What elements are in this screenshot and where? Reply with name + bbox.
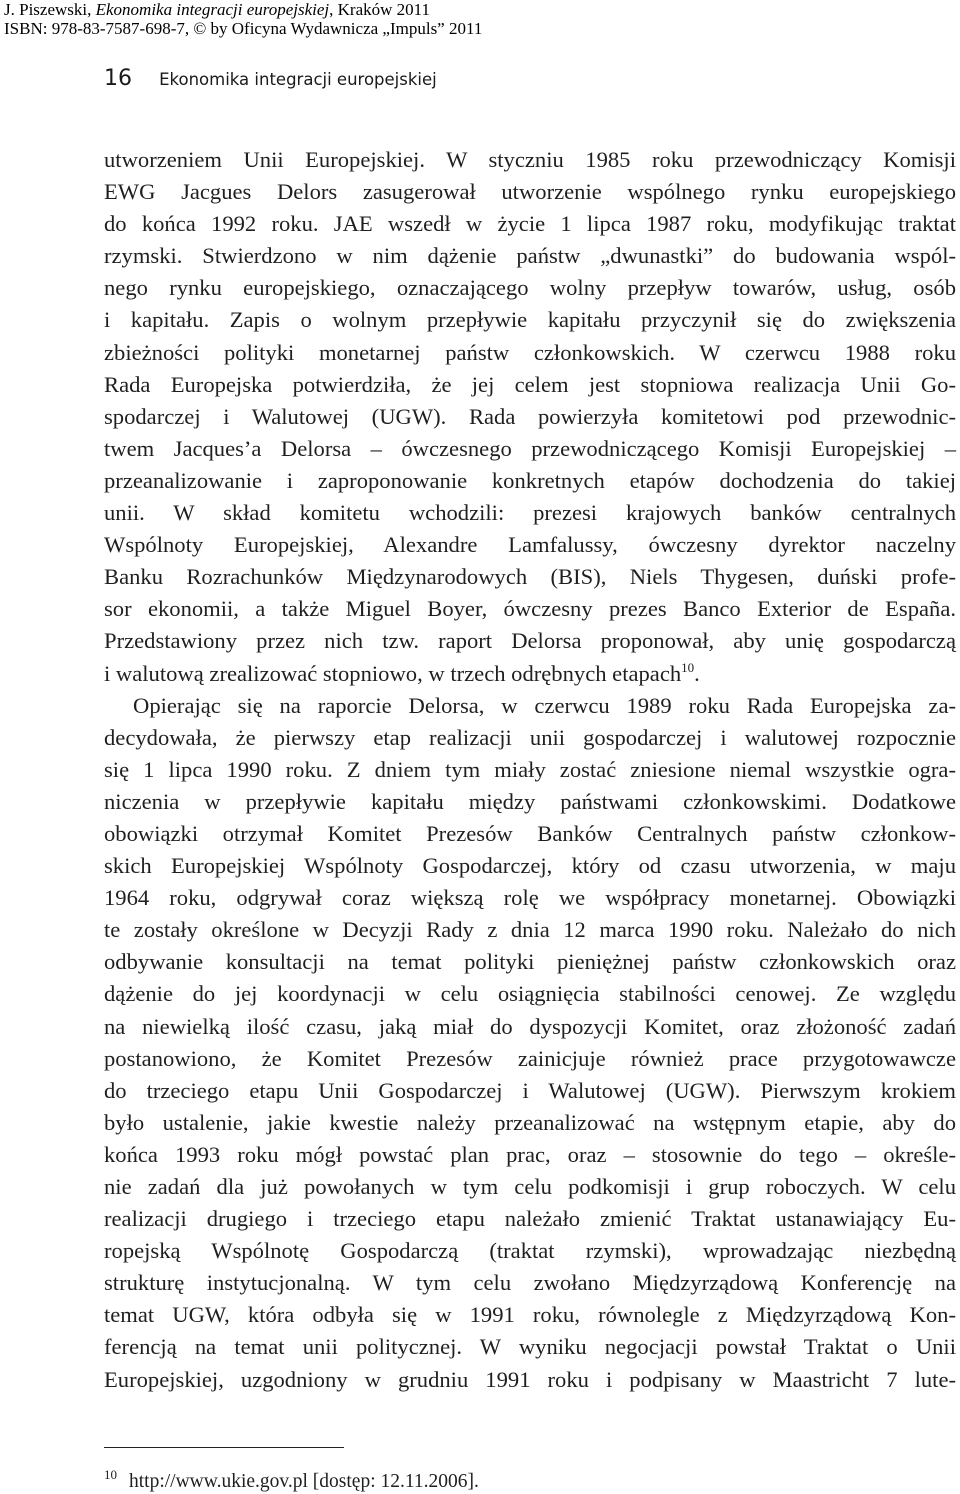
text-line: postanowiono, że Komitet Prezesów zainicjuje również prace przygotowawcze bbox=[104, 1045, 956, 1071]
text-line-content: i walutową zrealizować stopniowo, w trzech odrębnych etapach bbox=[104, 660, 682, 686]
footnote-divider bbox=[104, 1447, 344, 1448]
text-line: niczenia w przepływie kapitału między państwami członkowskimi. Dodatkowe bbox=[104, 788, 956, 814]
text-line: utworzeniem Unii Europejskiej. W styczniu 1985 roku przewodniczący Komisji bbox=[104, 147, 956, 172]
text-line: unii. W skład komitetu wchodzili: prezesi krajowych banków centralnych bbox=[104, 500, 956, 526]
text-line: na niewielką ilość czasu, jaką miał do dyspozycji Komitet, oraz złożoność zadań bbox=[104, 1013, 956, 1039]
text-line: ropejską Wspólnotę Gospodarczą (traktat rzymski), wprowadzając niezbędną bbox=[104, 1238, 956, 1264]
text-line: obowiązki otrzymał Komitet Prezesów Banków Centralnych państw członkow- bbox=[104, 820, 956, 846]
text-line: było ustalenie, jakie kwestie należy przeanalizować na wstępnym etapie, aby do bbox=[104, 1109, 956, 1135]
text-line: do trzeciego etapu Unii Gospodarczej i Walutowej (UGW). Pierwszym krokiem bbox=[104, 1077, 956, 1103]
running-title: Ekonomika integracji europejskiej bbox=[159, 70, 437, 89]
citation-book-title: Ekonomika integracji europejskiej bbox=[95, 0, 330, 19]
citation-header bbox=[4, 0, 954, 38]
text-line: nie zadań dla już powołanych w tym celu podkomisji i grup roboczych. W celu bbox=[104, 1174, 956, 1199]
footnote-number: 10 bbox=[104, 1467, 117, 1482]
text-line: strukturę instytucjonalną. W tym celu zwołano Międzyrządową Konferencję na bbox=[104, 1270, 956, 1296]
text-line: rzymski. Stwierdzono w nim dążenie państw „dwunastki” do budowania wspól- bbox=[104, 243, 956, 269]
text-line: skich Europejskiej Wspólnoty Gospodarczej, który od czasu utworzenia, w maju bbox=[104, 853, 956, 879]
citation-line-1 bbox=[4, 0, 954, 19]
text-line: zbieżności polityki monetarnej państw członkowskich. W czerwcu 1988 roku bbox=[104, 339, 956, 365]
text-line: ferencją na temat unii politycznej. W wyniku negocjacji powstał Traktat o Unii bbox=[104, 1334, 956, 1360]
running-head bbox=[104, 66, 960, 91]
text-line: Europejskiej, uzgodniony w grudniu 1991 roku i podpisany w Maastricht 7 lute- bbox=[104, 1366, 956, 1392]
footnote bbox=[104, 1463, 479, 1494]
text-line: 1964 roku, odgrywał coraz większą rolę we współpracy monetarnej. Obowiązki bbox=[104, 885, 956, 911]
text-line-last bbox=[104, 658, 956, 690]
citation-line-2: ISBN: 978-83-7587-698-7, © by Oficyna Wydawnicza „Impuls” 2011 bbox=[4, 19, 483, 38]
citation-author: J. Piszewski, bbox=[4, 0, 96, 19]
paragraph-1 bbox=[104, 144, 956, 690]
text-line: i kapitału. Zapis o wolnym przepływie kapitału przyczynił się do zwiększenia bbox=[104, 307, 956, 333]
body-text bbox=[104, 144, 956, 1396]
footnote-reference[interactable]: 10 bbox=[681, 659, 695, 675]
text-line: Wspólnoty Europejskiej, Alexandre Lamfalussy, ówczesny dyrektor naczelny bbox=[104, 532, 956, 558]
sentence-end: . bbox=[694, 660, 700, 686]
text-line: przeanalizowanie i zaproponowanie konkretnych etapów dochodzenia do takiej bbox=[104, 467, 956, 493]
text-line: te zostały określone w Decyzji Rady z dnia 12 marca 1990 roku. Należało do nich bbox=[104, 917, 956, 943]
text-line: decydowała, że pierwszy etap realizacji unii gospodarczej i walutowej rozpocznie bbox=[104, 724, 956, 750]
text-line: EWG Jacgues Delors zasugerował utworzenie wspólnego rynku europejskiego bbox=[104, 179, 956, 205]
text-line: realizacji drugiego i trzeciego etapu należało zmienić Traktat ustanawiający Eu- bbox=[104, 1206, 956, 1232]
text-line: temat UGW, która odbyła się w 1991 roku, równolegle z Międzyrządową Kon- bbox=[104, 1302, 956, 1328]
text-line: końca 1993 roku mógł powstać plan prac, oraz – stosownie do tego – określe- bbox=[104, 1141, 956, 1167]
text-line: do końca 1992 roku. JAE wszedł w życie 1 lipca 1987 roku, modyfikując traktat bbox=[104, 211, 956, 237]
text-line: odbywanie konsultacji na temat polityki pieniężnej państw członkowskich oraz bbox=[104, 949, 956, 975]
citation-place: , Kraków 2011 bbox=[329, 0, 431, 19]
paragraph-2 bbox=[104, 690, 956, 1396]
text-line: nego rynku europejskiego, oznaczającego wolny przepływ towarów, usług, osób bbox=[104, 275, 956, 301]
page-number: 16 bbox=[104, 66, 132, 91]
text-line: Banku Rozrachunków Międzynarodowych (BIS), Niels Thygesen, duński profe- bbox=[104, 564, 956, 590]
text-line: Przedstawiony przez nich tzw. raport Delorsa proponował, aby unię gospodarczą bbox=[104, 628, 956, 654]
text-line: spodarczej i Walutowej (UGW). Rada powierzyła komitetowi pod przewodnic- bbox=[104, 403, 956, 429]
text-line: twem Jacques’a Delorsa – ówczesnego przewodniczącego Komisji Europejskiej – bbox=[104, 435, 956, 461]
text-line: Opierając się na raporcie Delorsa, w czerwcu 1989 roku Rada Europejska za- bbox=[133, 692, 956, 718]
text-line: dążenie do jej koordynacji w celu osiągnięcia stabilności cenowej. Ze względu bbox=[104, 981, 956, 1007]
text-line: się 1 lipca 1990 roku. Z dniem tym miały zostać zniesione niemal wszystkie ogra- bbox=[104, 756, 956, 782]
footnote-text[interactable]: http://www.ukie.gov.pl [dostęp: 12.11.2006]. bbox=[129, 1471, 479, 1492]
text-line: Rada Europejska potwierdziła, że jej celem jest stopniowa realizacja Unii Go- bbox=[104, 371, 956, 397]
text-line: sor ekonomii, a także Miguel Boyer, ówczesny prezes Banco Exterior de España. bbox=[104, 596, 956, 622]
